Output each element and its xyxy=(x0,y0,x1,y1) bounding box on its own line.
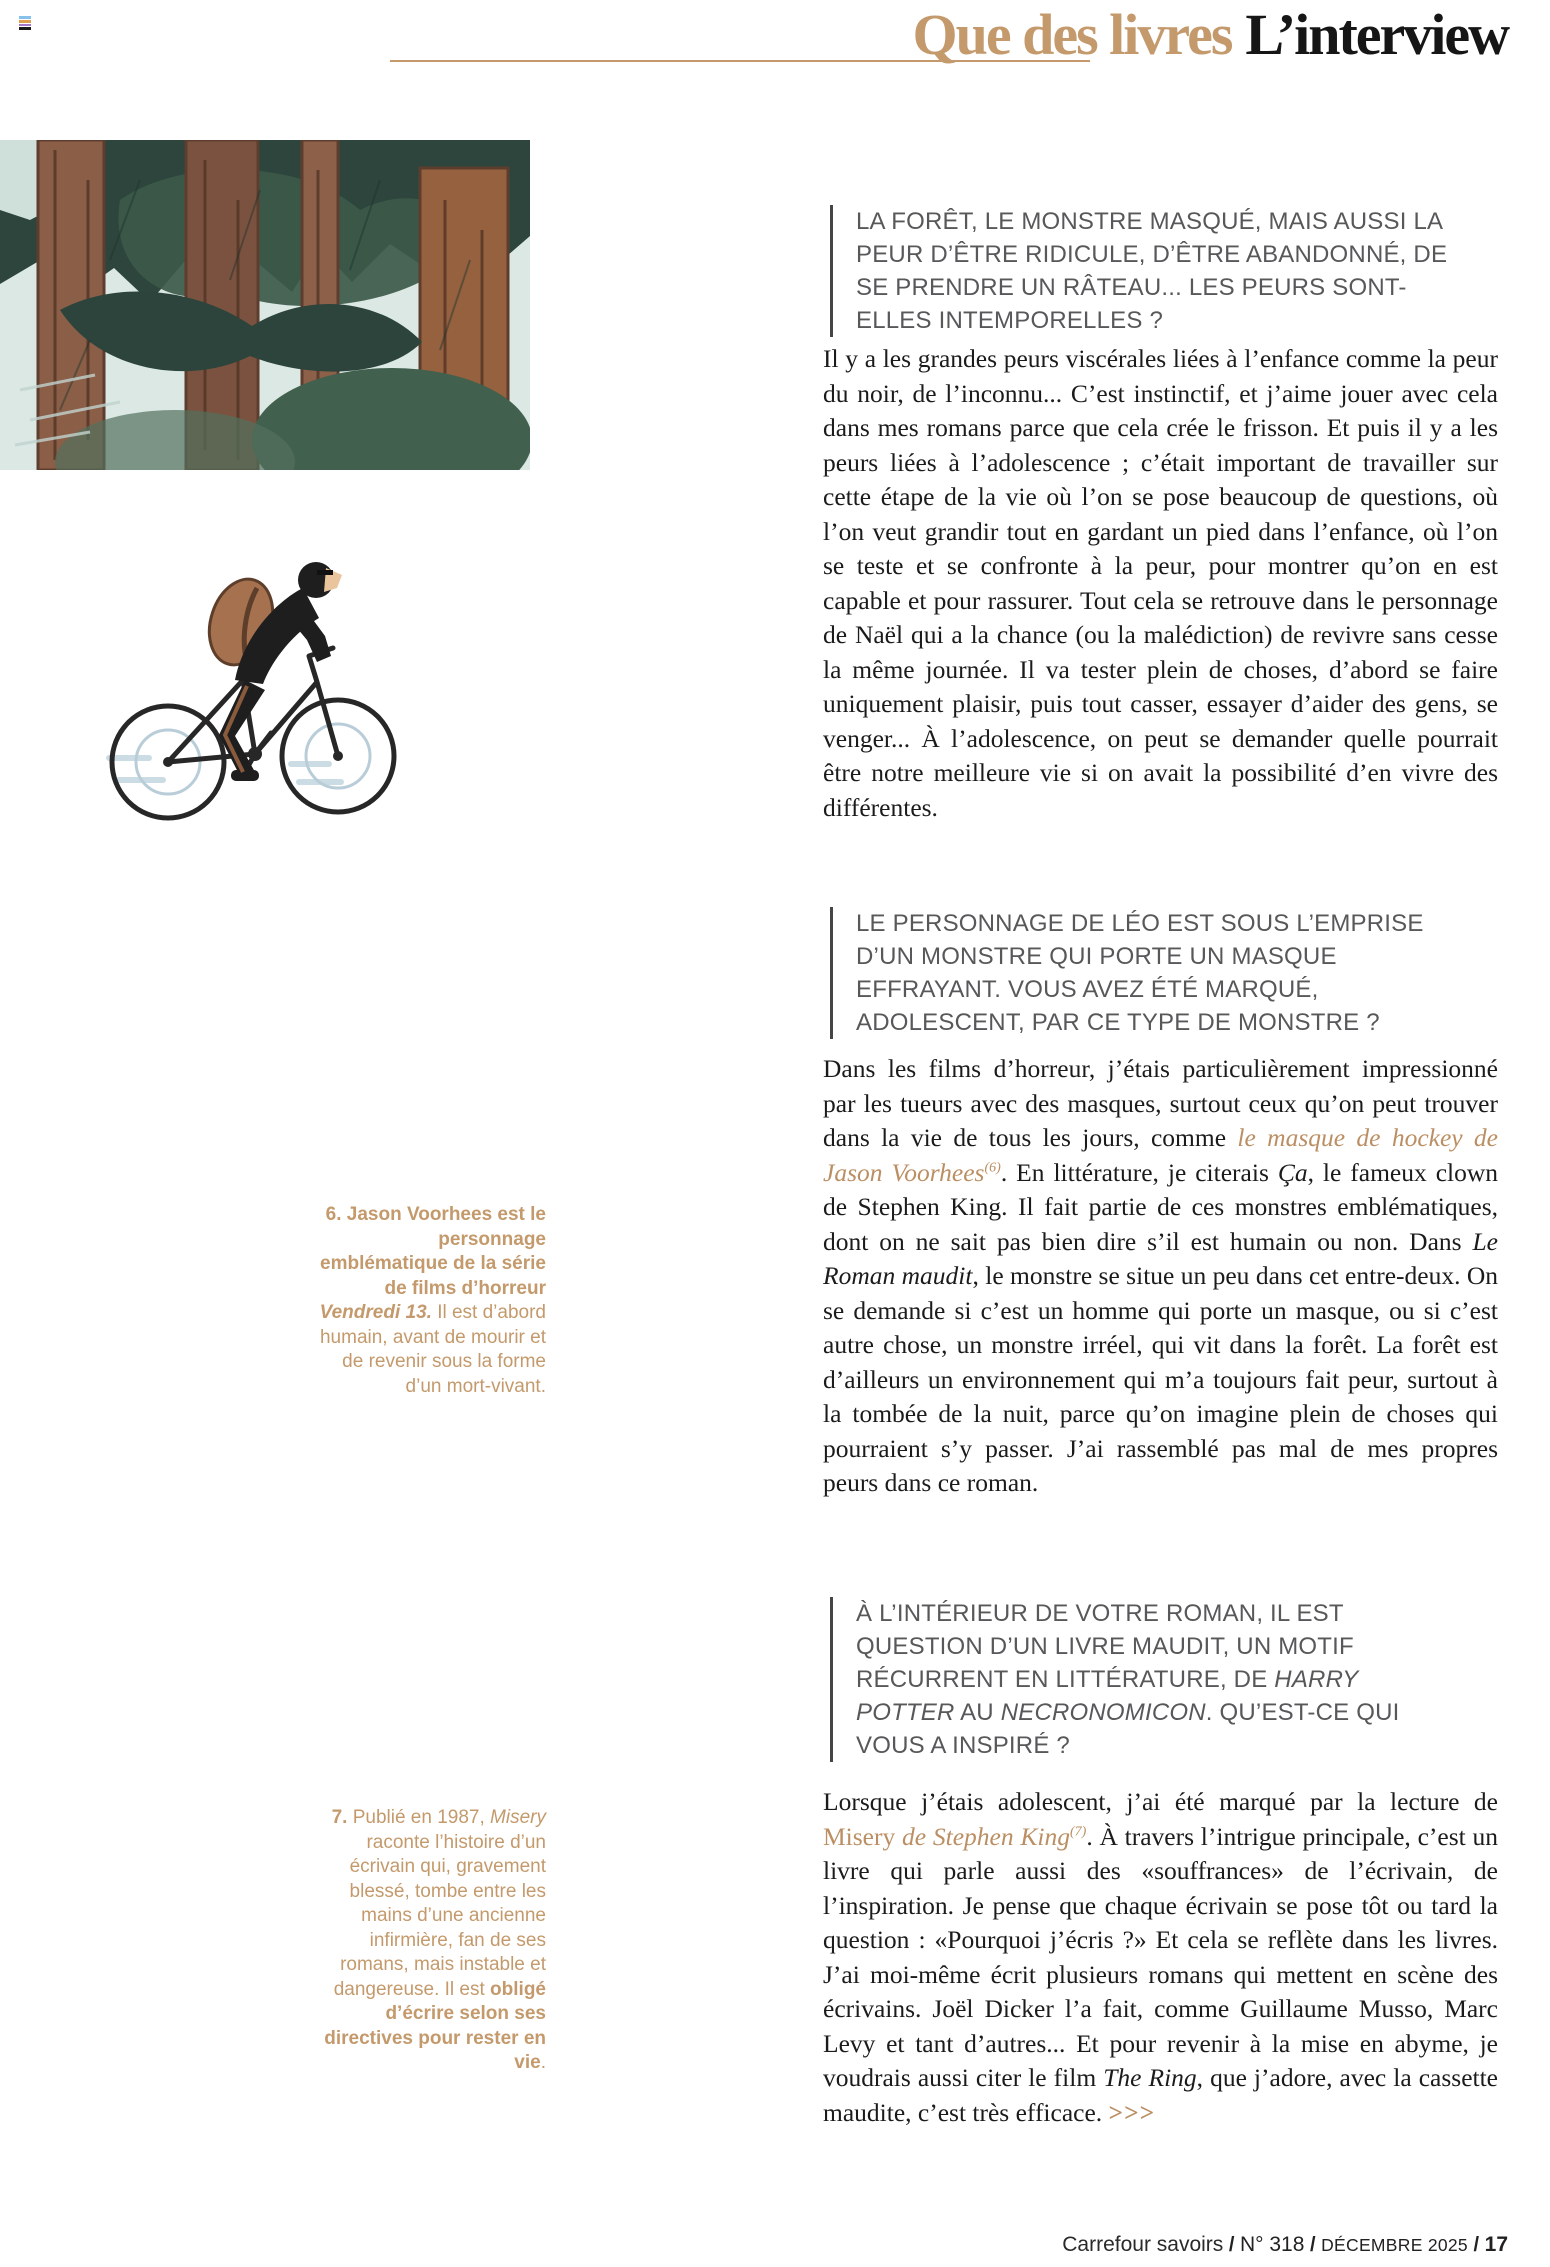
corner-logo-mark xyxy=(19,16,31,30)
continuation-arrows: >>> xyxy=(1108,2097,1156,2127)
magazine-section-title: Que des livres xyxy=(912,2,1232,67)
reference-link[interactable]: le masque de hockey de Jason Voorhees xyxy=(823,1123,1499,1187)
reference-link[interactable]: Misery xyxy=(823,1821,903,1851)
reference-link[interactable]: de Stephen King xyxy=(902,1821,1070,1851)
reference-link[interactable]: (6) xyxy=(984,1160,1001,1175)
interview-question-3: À L’INTÉRIEUR DE VOTRE ROMAN, IL EST QUESTION D’UN LIVRE MAUDIT, UN MOTIF RÉCURRENT EN LITTÉRATURE, DE HARRY POTTER AU NECRONOMICON. QU’EST-CE QUI VOUS A INSPIRÉ ? xyxy=(830,1597,1455,1762)
page-footer: Carrefour savoirs / N° 318 / DÉCEMBRE 2025 / 17 xyxy=(1062,2233,1508,2256)
masthead xyxy=(912,2,1508,67)
photo-caption-6: 6. Jason Voorhees est le personnage emblématique de la série de films d’horreur Vendredi 13. Il est d’abord humain, avant de mourir et de revenir sous la forme d’un mort-vivant. xyxy=(319,1204,546,1397)
interview-answer-3: Lorsque j’étais adolescent, j’ai été marqué par la lecture de Misery de Stephen King$^{(7)}$. À travers l’intrigue principale, c’est un livre qui parle aussi des «souffrances» de l’écrivain, de l’inspiration. Je pense que chaque écrivain se pose tôt ou tard la question : «Pourquoi j’écris ?» Et cela se reflète dans les livres. J’ai moi-même écrit plusieurs romans qui mettent en scène des écrivains. Joël Dicker l’a fait, comme Guillaume Musso, Marc Levy et tant d’autres... Et pour revenir à la mise en abyme, je voudrais aussi citer le film The Ring, que j’adore, avec la cassette maudite, c’est très efficace. >>> xyxy=(823,1787,1499,2127)
photo-caption-7: 7. Publié en 1987, Misery raconte l’histoire d’un écrivain qui, gravement blessé, tombe entre les mains d’une ancienne infirmière, fan de ses romans, mais instable et dangereuse. Il est obligé d’écrire selon ses directives pour rester en vie. xyxy=(324,1807,546,2073)
interview-question-1: LA FORÊT, LE MONSTRE MASQUÉ, MAIS AUSSI LA PEUR D’ÊTRE RIDICULE, D’ÊTRE ABANDONNÉ, DE SE PRENDRE UN RÂTEAU... LES PEURS SONT-ELLES INTEMPORELLES ? xyxy=(830,205,1455,337)
interview-answer-1: Il y a les grandes peurs viscérales liées à l’enfance comme la peur du noir, de l’inconnu... C’est instinctif, et j’aime jouer avec cela dans mes romans parce que cela crée le frisson. Et puis il y a les peurs liées à l’adolescence ; c’était important de travailler sur cette étape de la vie où l’on se pose beaucoup de questions, où l’on veut grandir tout en gardant un pied dans l’enfance, où l’on se teste et se confronte à la peur, pour montrer qu’on en est capable et pour rassurer. Tout cela se retrouve dans le personnage de Naël qui a la chance (ou la malédiction) de revivre sans cesse la même journée. Il va tester plein de choses, d’abord se faire uniquement plaisir, puis tout casser, essayer d’aider des gens, se venger... À l’adolescence, on peut se demander quelle pourrait être notre meilleure vie si on avait la possibilité d’en vivre des différentes. xyxy=(823,344,1498,822)
cyclist-illustration xyxy=(95,530,440,840)
forest-illustration xyxy=(0,140,530,470)
reference-link[interactable]: (7) xyxy=(1069,1824,1087,1839)
interview-question-2: LE PERSONNAGE DE LÉO EST SOUS L’EMPRISE D’UN MONSTRE QUI PORTE UN MASQUE EFFRAYANT. VOUS AVEZ ÉTÉ MARQUÉ, ADOLESCENT, PAR CE TYPE DE MONSTRE ? xyxy=(830,907,1455,1039)
interview-answer-2: Dans les films d’horreur, j’étais particulièrement impressionné par les tueurs avec des masques, surtout ceux qu’on peut trouver dans la vie de tous les jours, comme le masque de hockey de Jason Voorhees$^{(6)}$. En littérature, je citerais Ça, le fameux clown de Stephen King. Il fait partie de ces monstres emblématiques, dont on ne sait pas bien dire s’il est humain ou non. Dans Le Roman maudit, le monstre se situe un peu dans cet entre-deux. On se demande si c’est un homme qui porte un masque, ou si c’est autre chose, un monstre irréel, qui vit dans la forêt. La forêt est d’ailleurs un environnement qui m’a toujours fait peur, surtout à la tombée de la nuit, parce qu’on imagine plein de choses qui pourraient s’y passer. J’ai rassemblé pas mal de mes propres peurs dans ce roman. xyxy=(823,1054,1499,1497)
page-title: L’interview xyxy=(1245,2,1508,67)
